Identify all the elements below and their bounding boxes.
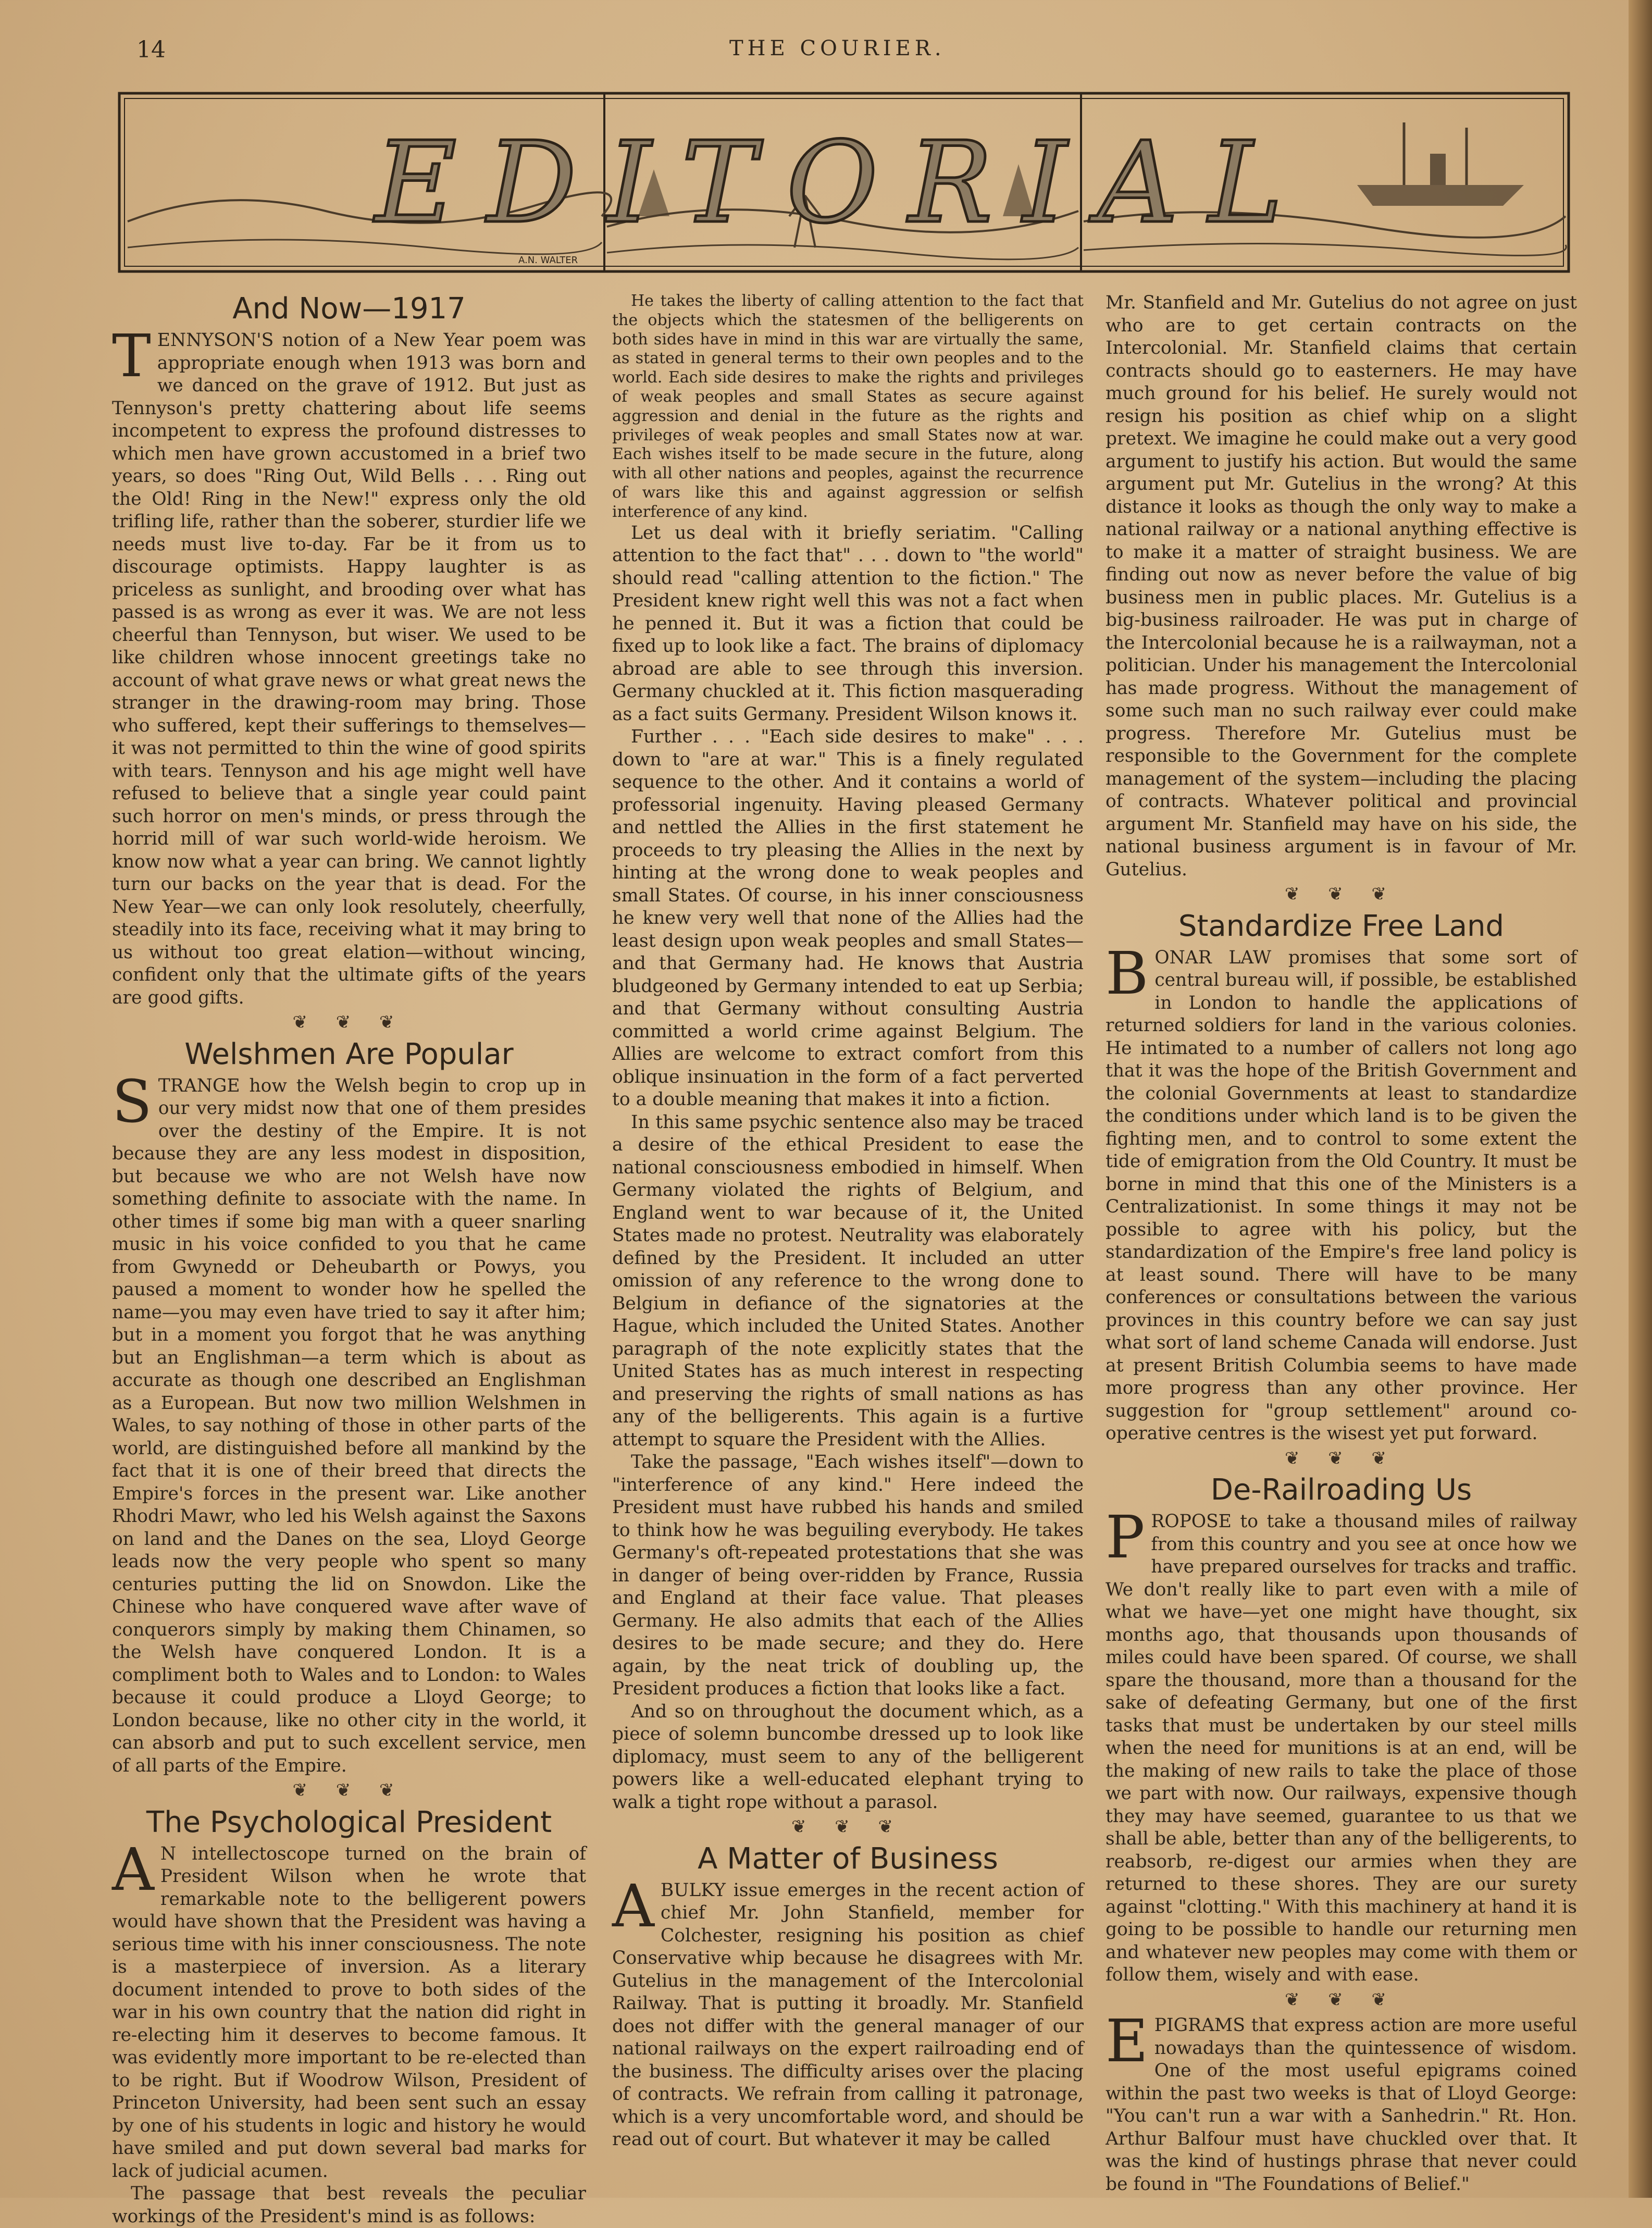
- running-head: THE COURIER.: [729, 36, 946, 60]
- article-title: A Matter of Business: [698, 1841, 998, 1876]
- drop-cap: A: [612, 1872, 654, 1940]
- column-2: [612, 292, 1084, 2151]
- section-dingbat: ❦ ❦ ❦: [292, 1780, 406, 1801]
- paragraph-text: N intellectoscope turned on the brain of President Wilson when he wrote that remarkable note to the belligerent powers would have shown that the President was having a serious time with his inner consciousness. The note is a masterpiece of inversion. As a literary document intended to prove to both sides of the war in his own country that the nation did right in re-electing him it deserves to become famous. It was evidently more important to be re-elected than to be right. But if Woodrow Wilson, President of Princeton University, had been sent such an essay by one of his students in logic and history he would have smiled and put down several bad marks for lack of judicial acumen.: [112, 1843, 586, 2182]
- section-dingbat: ❦ ❦ ❦: [1284, 884, 1398, 905]
- section-dingbat: ❦ ❦ ❦: [292, 1012, 406, 1033]
- article-paragraph: Take the passage, "Each wishes itself"—down to "interference of any kind." Here indeed the President must have rubbed his hands and smiled to think how he was beguiling everybody. He takes Germany's oft-repeated protestations that she was in danger of being over-ridden by France, Russia and England at their face value. That pleases Germany. He also admits that each of the Allies desires to be made secure; and they do. Here again, by the neat trick of doubling up, the President produces a fiction that looks like a fact.: [612, 1452, 1084, 1700]
- article-paragraph: [1106, 2008, 1577, 2196]
- banner-illustration: [117, 91, 1571, 274]
- article-paragraph: And so on throughout the document which, as a piece of solemn buncombe dressed up to look like diplomacy, must seem to any of the belligerent powers like a well-educated elephant trying to walk a tight rope without a parasol.: [612, 1701, 1084, 1813]
- drop-cap: S: [112, 1068, 152, 1136]
- paragraph-text: BULKY issue emerges in the recent action of chief Mr. John Stanfield, member for Colchester, resigning his position as chief Conservative whip because he disagrees with Mr. Gutelius in the management of the Intercolonial Railway. That is putting it broadly. Mr. Stanfield does not differ with the general manager of our national railways on the expert railroading end of the business. The difficulty arises over the placing of contracts. We refrain from calling it patronage, which is a very uncomfortable word, and should be read out of court. But whatever it may be called: [612, 1879, 1084, 2150]
- editorial-banner: [117, 91, 1571, 274]
- artist-signature: A.N. WALTER: [518, 255, 578, 266]
- page-edge: [1629, 0, 1652, 2198]
- article-paragraph: Further . . . "Each side desires to make" . . . down to "are at war." This is a finely regulated sequence to the other. And it contains a world of professorial ingenuity. Having pleased Germany and nettled the Allies in the first statement he proceeds to try pleasing the Allies in the next by hinting at the wrong done to weak peoples and small States. Of course, in his inner consciousness he knew very well that none of the Allies had the least design upon weak peoples and small States—and that Germany had. He knows that Austria bludgeoned by Germany intended to eat up Serbia; and that Germany without consulting Austria committed a world crime against Belgium. The Allies are welcome to extract comfort from this oblique insinuation in the form of a fact perverted to a double meaning that makes it into a fiction.: [612, 726, 1084, 1110]
- article-paragraph: Let us deal with it briefly seriatim. "Calling attention to the fact that" . . . down to "the world" should read "calling attention to the fiction." The President knew right well this was not a fact when he penned it. But it was a fiction that could be fixed up to look like a fact. The brains of diplomacy abroad are able to see through this inversion. Germany chuckled at it. This fiction masquerading as a fact suits Germany. President Wilson knows it.: [612, 522, 1084, 725]
- article-paragraph: [612, 1872, 1084, 2151]
- drop-cap: B: [1106, 939, 1149, 1008]
- article-paragraph: [112, 1836, 586, 2183]
- article-paragraph: [112, 1068, 586, 1778]
- article-title: The Psychological President: [146, 1805, 552, 1839]
- article-paragraph: [1106, 1504, 1577, 1987]
- article-paragraph: In this same psychic sentence also may be traced a desire of the ethical President to ease the national consciousness embodied in himself. When Germany violated the rights of Belgium, and England went to war because of it, the United States made no protest. Neutrality was elaborately defined by the President. It included an utter omission of any reference to the wrong done to Belgium in defiance of the signatories at the Hague, which included the United States. Another paragraph of the note explicitly states that the United States has as much interest in respecting and preserving the rights of small nations as has any of the belligerents. This again is a furtive attempt to square the President with the Allies.: [612, 1111, 1084, 1450]
- section-dingbat: ❦ ❦ ❦: [791, 1816, 905, 1838]
- article-paragraph: [1106, 939, 1577, 1445]
- banner-heading: EDITORIAL: [375, 117, 1313, 248]
- paragraph-text: ONAR LAW promises that some sort of central bureau will, if possible, be established in London to handle the applications of returned soldiers for land in the various colonies. He intimated to a number of callers not long ago that it was the hope of the British Government and the colonial Governments at least to standardize the conditions under which land is to be given the fighting men, and to control to some extent the tide of emigration from the Old Country. It must be borne in mind that this one of the Ministers is a Centralizationist. In some things it may not be possible to agree with his policy, but the standardization of the Empire's free land policy is at least sound. There will have to be many conferences or consultations between the various provinces in this country before we can say just what sort of land scheme Canada will endorse. Just at present British Columbia seems to have made more progress than any other province. Her suggestion for "group settlement" around co-operative centres is the wisest yet put forward.: [1106, 947, 1577, 1444]
- column-3: [1106, 292, 1577, 2196]
- drop-cap: A: [112, 1836, 154, 1904]
- article-paragraph: The passage that best reveals the peculiar workings of the President's mind is as follows:: [112, 2183, 586, 2227]
- article-title: De-Railroading Us: [1210, 1473, 1472, 1507]
- article-title: Welshmen Are Popular: [184, 1037, 514, 1071]
- article-paragraph: Mr. Stanfield and Mr. Gutelius do not agree on just who are to get certain contracts on the Intercolonial. Mr. Stanfield claims that certain contracts should go to easterners. He may have much ground for his belief. He surely would not resign his position as chief whip on a slight pretext. We imagine he could make out a very good argument to justify his action. But would the same argument put Mr. Gutelius in the wrong? At this distance it looks as though the only way to make a national railway or a national anything effective is to make it a matter of straight business. We are finding out now as never before the value of big business men in public places. Mr. Gutelius is a big-business railroader. He was put in charge of the Intercolonial because he is a railwayman, not a politician. Under his management the Intercolonial has made progress. Without the management of some such man no such railway ever could make progress. Therefore Mr. Gutelius must be responsible to the Government for the complete management of the system—including the placing of contracts. Whatever political and provincial argument Mr. Stanfield may have on his side, the national business argument is in favour of Mr. Gutelius.: [1106, 292, 1577, 880]
- paragraph-text: ENNYSON'S notion of a New Year poem was appropriate enough when 1913 was born and we danced on the grave of 1912. But just as Tennyson's pretty chattering about life seems incompetent to express the profound distresses to which men have grown accustomed in a brief two years, so does "Ring Out, Wild Bells . . . Ring out the Old! Ring in the New!" express only the old trifling life, rather than the soberer, sturdier life we needs must live to-day. Far be it from us to discourage optimists. Happy laughter is as priceless as sunlight, and brooding over what has passed is as wrong as ever it was. We are not less cheerful than Tennyson, but wiser. We used to be like children whose innocent greetings take no account of what grave news or what great news the stranger in the drawing-room may bring. Those who suffered, kept their sufferings to themselves—it was not permitted to thin the wine of good spirits with tears. Tennyson and his age might well have refused to believe that a single year could paint such horror on men's minds, or press through the horrid mill of war such world-wide heroism. We know now what a year can bring. We cannot lightly turn our backs on the year that is dead. For the New Year—we can only look resolutely, cheerfully, steadily into its face, receiving what it may bring to us without too great elation—without wincing, confident only that the ultimate gifts of the years are good gifts.: [112, 330, 586, 1008]
- article-paragraph: [112, 323, 586, 1009]
- paragraph-text: ROPOSE to take a thousand miles of railway from this country and you see at once how we have prepared ourselves for tracks and traffic. We don't really like to part even with a mile of what we have—yet one might have thought, six months ago, that thousands upon thousands of miles could have been spared. Of course, we shall spare the thousand, more than a thousand for the sake of defeating Germany, but one of the first tasks that must be undertaken by our steel mills when the need for munitions is at an end, will be the making of new rails to take the place of those we part with now. Our railways, expensive though they may have seemed, guarantee to us that we shall be able, better than any of the belligerents, to reabsorb, re-digest our armies when they are returned to these shores. They are our surety against "clotting." With this machinery at hand it is going to be possible to handle our returning men and whatever new peoples may come with them or follow them, wisely and with ease.: [1106, 1511, 1577, 1985]
- section-dingbat: ❦ ❦ ❦: [1284, 1989, 1398, 2010]
- paragraph-text: TRANGE how the Welsh begin to crop up in our very midst now that one of them presides over the destiny of the Empire. It is not because they are any less modest in disposition, but because we who are not Welsh have now something definite to associate with the name. In other times if some big man with a queer snarling music in his voice confided to you that he came from Gwynedd or Deheubarth or Powys, you paused a moment to wonder how he spelled the name—you may even have tried to say it after him; but in a moment you forgot that he was anything but an Englishman—a term which is about as accurate as though one described an Englishman as a European. But now two million Welshmen in Wales, to say nothing of those in other parts of the world, are distinguished before all mankind by the fact that it is one of their breed that directs the Empire's forces in the present war. Like another Rhodri Mawr, who led his Welsh against the Saxons on land and the Danes on the sea, Lloyd George leads now the very people who spent so many centuries putting the lid on Snowdon. Like the Chinese who have conquered wave after wave of conquerors simply by making them Chinamen, so the Welsh have conquered London. It is a compliment both to Wales and to London: to Wales because it could produce a Lloyd George; to London because, like no other city in the world, it can absorb and put to such excellent service, men of all parts of the Empire.: [112, 1075, 586, 1776]
- page-number: 14: [136, 36, 166, 63]
- block-quote: He takes the liberty of calling attention to the fact that the objects which the statesmen of the belligerents on both sides have in mind in this war are virtually the same, as stated in general terms to their own peoples and to the world. Each side desires to make the rights and privileges of weak peoples and small States as secure against aggression and denial in the future as the rights and privileges of weak peoples and small States now at war. Each wishes itself to be made secure in the future, along with all other nations and peoples, against the recurrence of wars like this and against aggression or selfish interference of any kind.: [612, 292, 1084, 521]
- drop-cap: T: [112, 323, 151, 390]
- article-title: Standardize Free Land: [1178, 909, 1505, 943]
- drop-cap: P: [1106, 1504, 1145, 1571]
- column-1: [112, 292, 586, 2228]
- drop-cap: E: [1106, 2008, 1148, 2075]
- section-dingbat: ❦ ❦ ❦: [1284, 1447, 1398, 1469]
- article-title: And Now—1917: [232, 292, 466, 326]
- paragraph-text: PIGRAMS that express action are more useful nowadays than the quintessence of wisdom. One of the most useful epigrams coined within the past two weeks is that of Lloyd George: "You can't run a war with a Sanhedrin." Rt. Hon. Arthur Balfour must have chuckled over that. It was the kind of hustings phrase that never could be found in "The Foundations of Belief.": [1106, 2015, 1577, 2195]
